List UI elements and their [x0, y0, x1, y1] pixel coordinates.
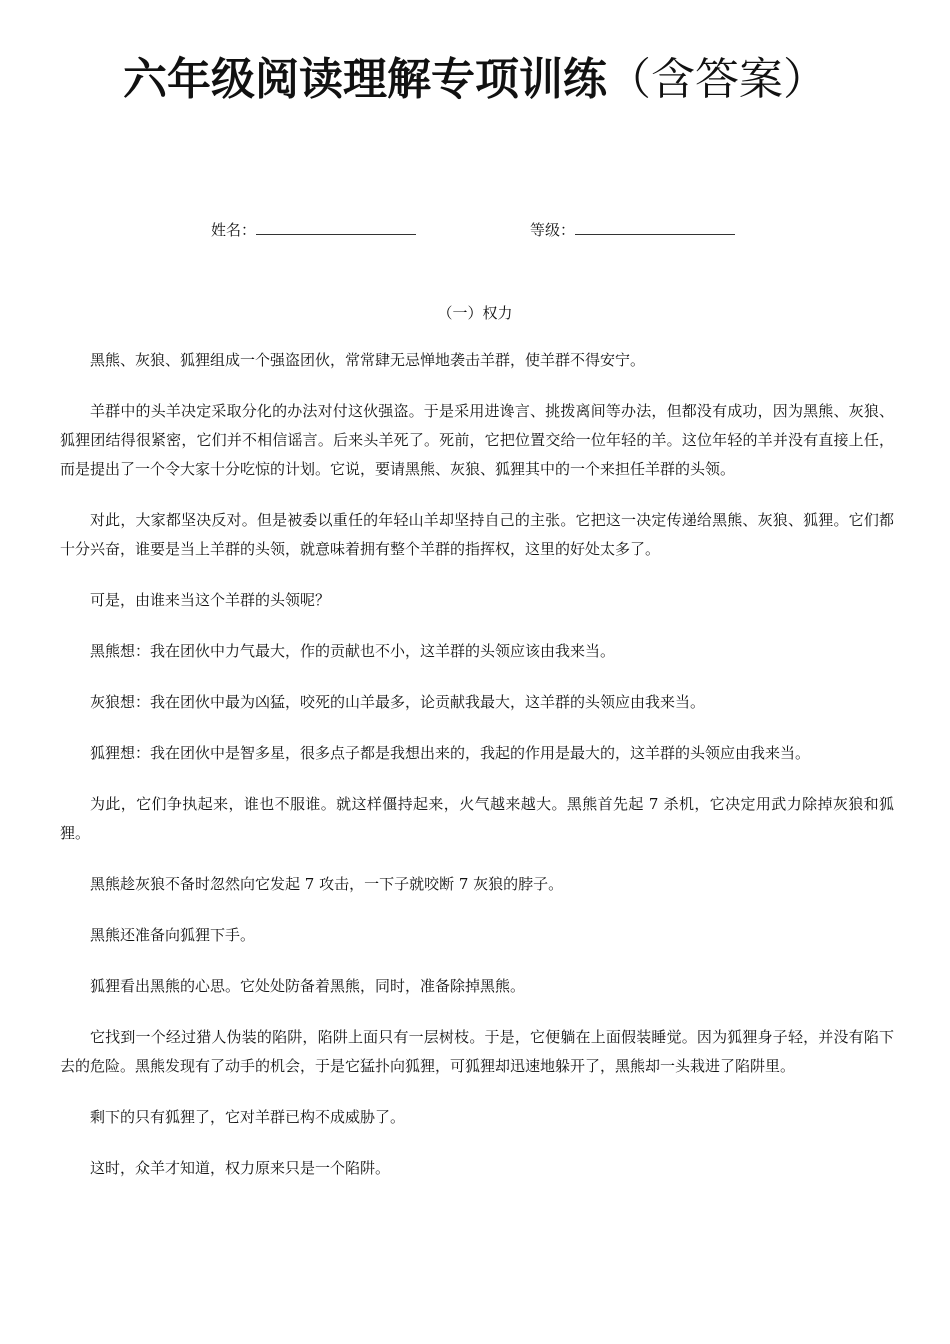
grade-field[interactable]	[530, 220, 735, 240]
story-paragraph: 黑熊趁灰狼不备时忽然向它发起 7 攻击，一下子就咬断 7 灰狼的脖子。	[90, 875, 564, 893]
section-heading: （一）权力	[437, 304, 513, 322]
story-paragraph: 剩下的只有狐狸了，它对羊群已构不成威胁了。	[90, 1108, 406, 1126]
story-paragraph: 黑熊还准备向狐狸下手。	[90, 926, 256, 944]
name-label: 姓名：	[211, 221, 257, 239]
story-paragraph: 羊群中的头羊决定采取分化的办法对付这伙强盗。于是采用进谗言、挑拨离间等办法，但都没有成功，因为黑熊、灰狼、狐狸团结得很紧密，它们并不相信谣言。后来头羊死了。死前，它把位置交给一位年轻的羊。这位年轻的羊并没有直接上任，而是提出了一个令大家十分吃惊的计划。它说，要请黑熊、灰狼、狐狸其中的一个来担任羊群的头领。	[60, 402, 894, 478]
story-paragraph: 狐狸看出黑熊的心思。它处处防备着黑熊，同时，准备除掉黑熊。	[90, 977, 526, 995]
story-paragraph: 它找到一个经过猎人伪装的陷阱，陷阱上面只有一层树枝。于是，它便躺在上面假装睡觉。因为狐狸身子轻，并没有陷下去的危险。黑熊发现有了动手的机会，于是它猛扑向狐狸，可狐狸却迅速地躲开了，黑熊却一头栽进了陷阱里。	[60, 1028, 894, 1075]
story-paragraph: 黑熊想：我在团伙中力气最大，作的贡献也不小，这羊群的头领应该由我来当。	[90, 642, 616, 660]
story-paragraph: 对此，大家都坚决反对。但是被委以重任的年轻山羊却坚持自己的主张。它把这一决定传递给黑熊、灰狼、狐狸。它们都十分兴奋，谁要是当上羊群的头领，就意味着拥有整个羊群的指挥权，这里的好处太多了。	[60, 511, 894, 558]
story-paragraph: 狐狸想：我在团伙中是智多星，很多点子都是我想出来的，我起的作用是最大的，这羊群的头领应由我来当。	[90, 744, 811, 762]
story-paragraph: 可是，由谁来当这个羊群的头领呢？	[90, 591, 331, 609]
grade-blank-line[interactable]	[575, 220, 735, 235]
name-blank-line[interactable]	[256, 220, 416, 235]
grade-label: 等级：	[530, 221, 576, 239]
name-field[interactable]	[211, 220, 416, 240]
story-paragraph: 为此，它们争执起来，谁也不服谁。就这样僵持起来，火气越来越大。黑熊首先起 7 杀机，它决定用武力除掉灰狼和狐狸。	[60, 795, 894, 842]
story-body	[60, 346, 894, 1205]
document-title-main: 六年级阅读理解专项训练	[123, 54, 607, 105]
document-title-suffix: （含答案）	[607, 54, 827, 105]
story-paragraph: 黑熊、灰狼、狐狸组成一个强盗团伙，常常肆无忌惮地袭击羊群，使羊群不得安宁。	[90, 351, 646, 369]
story-paragraph: 这时，众羊才知道，权力原来只是一个陷阱。	[90, 1159, 391, 1177]
document-title	[0, 52, 950, 108]
story-paragraph: 灰狼想：我在团伙中最为凶猛，咬死的山羊最多，论贡献我最大，这羊群的头领应由我来当。	[90, 693, 706, 711]
